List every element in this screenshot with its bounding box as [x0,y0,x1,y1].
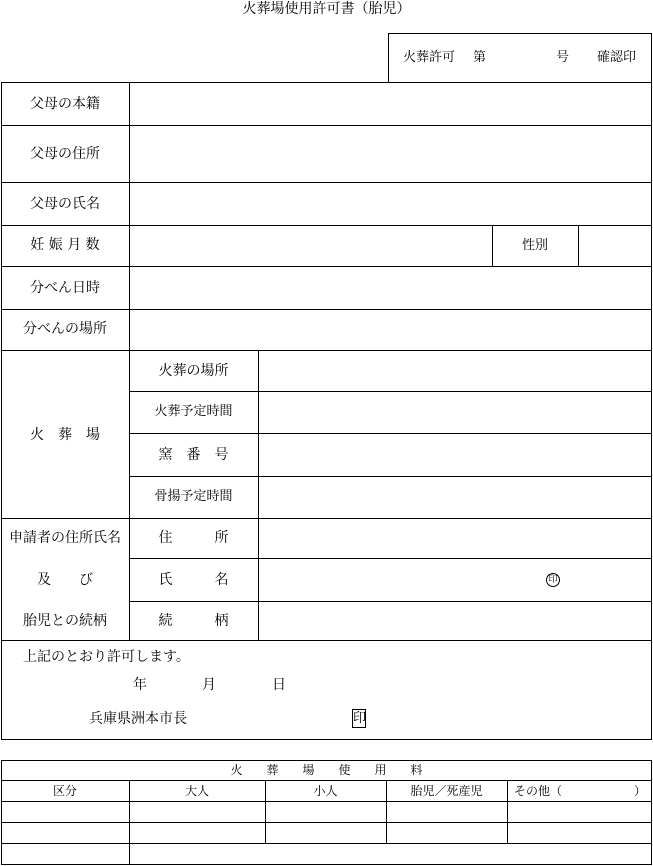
approval-month: 月 [202,677,216,693]
sex-label: 性別 [521,238,548,253]
relationship-label: 続 柄 [158,613,229,629]
permit-go: 号 [556,50,570,65]
permit-confirm-seal: 確認印 [597,50,637,65]
parents-name-label: 父母の氏名 [30,196,100,212]
fee-table-title: 火 葬 場 使 用 料 [230,763,423,777]
approval-text: 上記のとおり許可します。 [23,649,190,665]
permit-prefix: 火葬許可 [403,50,456,65]
applicant-address-label: 住 所 [158,530,229,546]
fee-header-other: その他（ ） [514,784,647,798]
delivery-datetime-label: 分べん日時 [30,280,100,296]
fee-header-child: 小人 [313,784,338,798]
kiln-number-label: 窯 番 号 [158,447,229,463]
bone-collection-time-label: 骨揚予定時間 [154,489,233,504]
applicant-seal-mark [546,573,560,587]
issuer-seal-box: 印 [353,711,367,726]
fee-header-fetus: 胎児／死産児 [410,784,483,798]
applicant-label-line2: 及 び [37,572,93,588]
permit-dai: 第 [473,50,487,65]
cremation-place-label: 火葬の場所 [158,363,229,379]
pregnancy-months-label: 妊 娠 月 数 [30,237,100,253]
main-form [1,82,652,740]
applicant-name-label: 氏 名 [158,572,229,588]
fee-header-adult: 大人 [184,784,209,798]
applicant-seal-text: 印 [548,575,558,585]
issuer-name: 兵庫県洲本市長 [89,711,187,727]
approval-year: 年 [133,677,147,693]
cremation-time-label: 火葬予定時間 [154,404,233,419]
approval-day: 日 [272,677,286,693]
applicant-label-line3: 胎児との続柄 [23,613,107,629]
parents-domicile-label: 父母の本籍 [30,96,100,112]
fee-header-category: 区分 [52,784,77,798]
parents-address-label: 父母の住所 [30,146,100,162]
delivery-place-label: 分べんの場所 [23,321,107,337]
applicant-label-line1: 申請者の住所氏名 [9,530,121,546]
page-title: 火葬場使用許可書（胎児） [242,1,411,17]
crematorium-label: 火 葬 場 [30,427,100,443]
